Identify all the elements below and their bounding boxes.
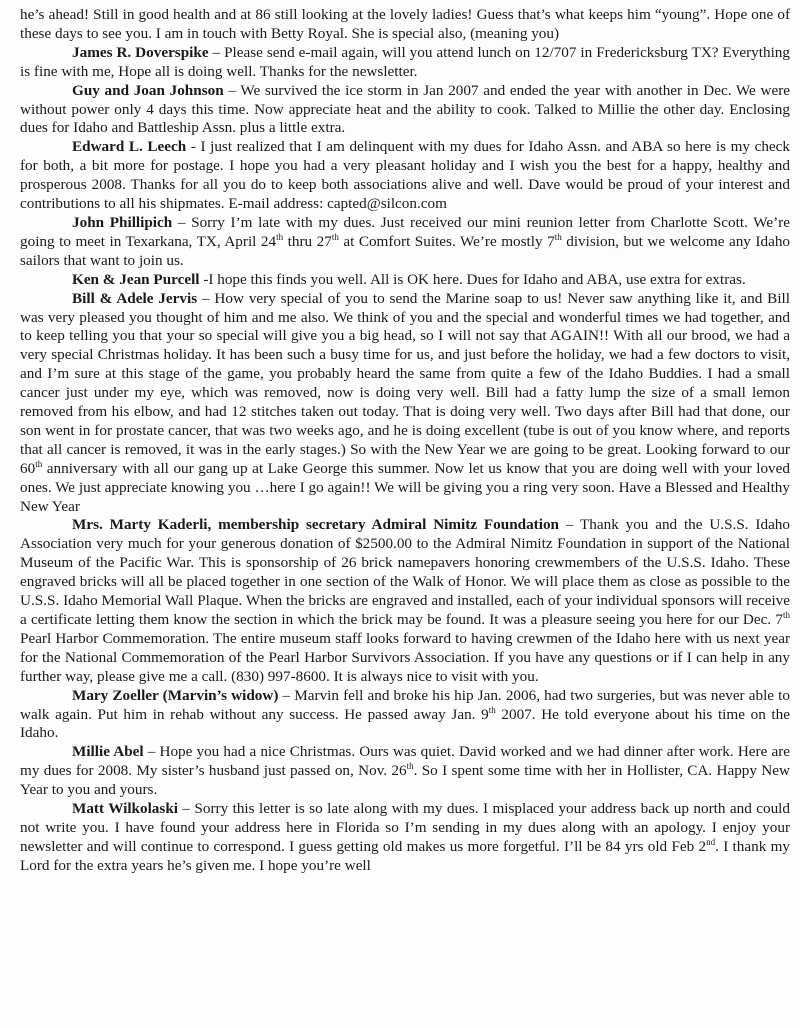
letter-text: at Comfort Suites. We’re mostly 7: [338, 232, 555, 250]
ordinal-suffix: th: [782, 609, 790, 620]
letters-column: [20, 6, 790, 876]
letter-text: – Please send e-mail again, will you attend lunch on 12/707 in Fredericksburg TX? Everything is fine with me, Hope all is doing well. Thanks for the newsletter.: [20, 43, 790, 80]
ordinal-suffix: th: [35, 458, 43, 469]
ordinal-suffix: th: [406, 761, 414, 772]
letter-text: anniversary with all our gang up at Lake George this summer. Now let us know that you are doing well with your loved ones. We just appreciate knowing you …here I go again!! We will be giving you a ring very soon. Have a Blessed and Healthy New Year: [20, 459, 790, 515]
letter-text: – How very special of you to send the Marine soap to us! Never saw anything like it, and Bill was very pleased you thought of him and me also. We think of you and the special and wonderful times we had together, and to keep telling you that your so special will give you a big head, so I will not say that AGAIN!! With all our brood, we had a very special Christmas holiday. It has been such a busy time for us, and just before the holiday, we had a few doctors to visit, and I’m sure at this stage of the game, you probably heard the same from quite a few of the Idaho Buddies. I had a small cancer just under my eye, which was removed, now is doing very well. Bill had a fatty lump the size of a small lemon removed from his elbow, and had 12 stitches taken out today. That is doing very well. Two days after Bill had that done, our son went in for prostate cancer, that was two weeks ago, and he is doing excellent (tube is out of you know where, and reports that all cancer is removed, it was in the early stages.) So with the New Year we are going to be great. Looking forward to our 60: [20, 289, 790, 477]
sender-name: Guy and Joan Johnson: [72, 81, 224, 99]
letter-text: – Thank you and the U.S.S. Idaho Association very much for your generous donation of $2500.00 to the Admiral Nimitz Foundation in support of the National Museum of the Pacific War. This is sponsorship of 26 brick namepavers honoring crewmembers of the U.S.S. Idaho. These engraved bricks will all be placed together in one section of the Walk of Honor. We will place them as close as possible to the U.S.S. Idaho Memorial Wall Plaque. When the bricks are engraved and installed, each of your individual sponsors will receive a certificate letting them know the section in which the brick may be found. It was a pleasure seeing you here for our Dec. 7: [20, 516, 790, 628]
ordinal-suffix: th: [488, 704, 496, 715]
letter-text: – We survived the ice storm in Jan 2007 and ended the year with another in Dec. We were without power only 4 days this time. Now appreciate heat and the ability to cook. Talked to Millie the other day. Enclosing dues for Idaho and Battleship Assn. plus a little extra.: [20, 81, 790, 137]
letter-paragraph: [20, 82, 790, 139]
sender-name: Matt Wilkolaski: [72, 800, 178, 818]
letter-text: . I thank my Lord for the extra years he’s given me. I hope you’re well: [20, 837, 790, 874]
letter-text: he’s ahead! Still in good health and at 86 still looking at the lovely ladies! Guess that’s what keeps him “young”. Hope one of these days to see you. I am in touch with Betty Royal. She is special also, (meaning you): [20, 6, 790, 42]
sender-name: Mrs. Marty Kaderli, membership secretary Admiral Nimitz Foundation: [72, 516, 560, 534]
letter-text: Pearl Harbor Commemoration. The entire museum staff looks forward to having crewmen of the Idaho here with us next year for the National Commemoration of the Pearl Harbor Survivors Association. If you have any questions or if I can help in any further way, please give me a call. (830) 997-8600. It is always nice to visit with you.: [20, 629, 790, 685]
letter-text: division, but we welcome any Idaho sailors that want to join us.: [20, 232, 791, 269]
letter-text: . So I spent some time with her in Hollister, CA. Happy New Year to you and yours.: [20, 762, 790, 799]
letter-text: 2007. He told everyone about his time on the Idaho.: [20, 705, 790, 742]
letter-text: -I hope this finds you well. All is OK here. Dues for Idaho and ABA, use extra for extras.: [199, 270, 746, 288]
letter-text: – Hope you had a nice Christmas. Ours was quiet. David worked and we had dinner after work. Here are my dues for 2008. My sister’s husband just passed on, Nov. 26: [20, 743, 790, 780]
letter-paragraph: [20, 687, 790, 744]
ordinal-suffix: nd: [706, 836, 716, 847]
sender-name: Millie Abel: [72, 743, 144, 761]
letter-paragraph: [20, 800, 790, 876]
sender-name: John Phillipich: [72, 213, 173, 231]
ordinal-suffix: th: [554, 231, 562, 242]
letter-paragraph: [20, 214, 790, 271]
ordinal-suffix: th: [331, 231, 339, 242]
sender-name: James R. Doverspike: [72, 43, 209, 61]
continued-letter-paragraph: [20, 6, 790, 44]
letter-paragraph: [20, 44, 790, 82]
sender-name: Edward L. Leech: [72, 138, 187, 156]
letter-text: – Sorry I’m late with my dues. Just received our mini reunion letter from Charlotte Scott. We’re going to meet in Texarkana, TX, April 24: [20, 213, 790, 250]
letter-text: – Marvin fell and broke his hip Jan. 2006, had two surgeries, but was never able to walk again. Put him in rehab without any success. He passed away Jan. 9: [20, 686, 790, 723]
letter-text: - I just realized that I am delinquent with my dues for Idaho Assn. and ABA so here is my check for both, a bit more for postage. I hope you had a very pleasant holiday and I wish you the best for a happy, healthy and prosperous 2008. Thanks for all you do to keep both associations alive and well. Dave would be proud of your interest and contributions to all his shipmates. E-mail address: capted@silcon.com: [20, 138, 790, 213]
letter-text: – Sorry this letter is so late along with my dues. I misplaced your address back up north and could not write you. I have found your address here in Florida so I’m sending in my dues along with an apology. I enjoy your newsletter and will continue to correspond. I guess getting old makes us more forgetful. I’ll be 84 yrs old Feb 2: [20, 800, 790, 855]
letter-paragraph: [20, 290, 790, 517]
sender-name: Mary Zoeller (Marvin’s widow): [72, 686, 279, 704]
letter-paragraph: [20, 516, 790, 686]
sender-name: Bill & Adele Jervis: [72, 289, 198, 307]
sender-name: Ken & Jean Purcell: [72, 270, 200, 288]
letter-paragraph: [20, 138, 790, 214]
letter-paragraph: [20, 271, 790, 290]
letter-paragraph: [20, 743, 790, 800]
ordinal-suffix: th: [276, 231, 284, 242]
letter-text: thru 27: [283, 232, 332, 250]
